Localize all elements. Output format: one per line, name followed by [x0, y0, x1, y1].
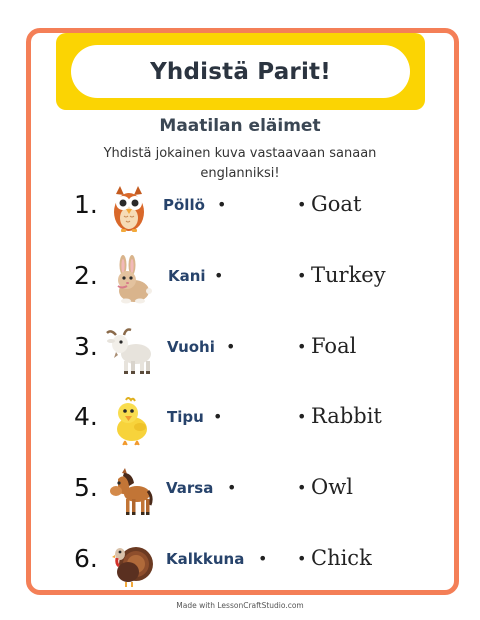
item-number: 4.: [74, 402, 98, 431]
word-label: Kani: [168, 267, 206, 285]
match-row-6: [0, 532, 480, 592]
answer-word: Goat: [311, 192, 362, 216]
foal-icon: [104, 467, 154, 517]
right-match-dot[interactable]: •: [297, 478, 307, 497]
title-pill: [71, 45, 410, 98]
match-row-4: [0, 390, 480, 450]
goat-icon: [104, 326, 154, 376]
item-number: 5.: [74, 473, 98, 502]
page-title: Yhdistä Parit!: [150, 58, 331, 85]
answer-word: Foal: [311, 334, 357, 358]
right-match-dot[interactable]: •: [297, 337, 307, 356]
left-match-dot[interactable]: •: [217, 195, 227, 214]
left-match-dot[interactable]: •: [213, 407, 223, 426]
right-match-dot[interactable]: •: [297, 266, 307, 285]
turkey-icon: [104, 538, 154, 588]
page-subtitle: Maatilan eläimet: [159, 116, 321, 136]
right-match-dot[interactable]: •: [297, 407, 307, 426]
item-number: 3.: [74, 332, 98, 361]
word-label: Varsa: [166, 479, 214, 497]
answer-word: Turkey: [311, 263, 386, 287]
left-match-dot[interactable]: •: [258, 549, 268, 568]
right-match-dot[interactable]: •: [297, 195, 307, 214]
match-row-3: [0, 320, 480, 380]
answer-word: Chick: [311, 546, 372, 570]
owl-icon: [104, 184, 154, 234]
right-match-dot[interactable]: •: [297, 549, 307, 568]
left-match-dot[interactable]: •: [214, 266, 224, 285]
word-label: Pöllö: [163, 196, 205, 214]
instructions-text: Yhdistä jokainen kuva vastaavaan sanaan englanniksi!: [103, 146, 377, 181]
item-number: 6.: [74, 544, 98, 573]
left-match-dot[interactable]: •: [227, 478, 237, 497]
match-row-5: [0, 461, 480, 521]
rabbit-icon: [104, 255, 154, 305]
word-label: Tipu: [167, 408, 204, 426]
title-banner: [56, 33, 425, 110]
word-label: Vuohi: [167, 338, 215, 356]
chick-icon: [104, 396, 154, 446]
item-number: 2.: [74, 261, 98, 290]
answer-word: Rabbit: [311, 404, 382, 428]
left-match-dot[interactable]: •: [226, 337, 236, 356]
word-label: Kalkkuna: [166, 550, 245, 568]
match-row-2: [0, 249, 480, 309]
match-row-1: [0, 178, 480, 238]
footer-credit: Made with LessonCraftStudio.com: [176, 601, 304, 610]
item-number: 1.: [74, 190, 98, 219]
answer-word: Owl: [311, 475, 353, 499]
